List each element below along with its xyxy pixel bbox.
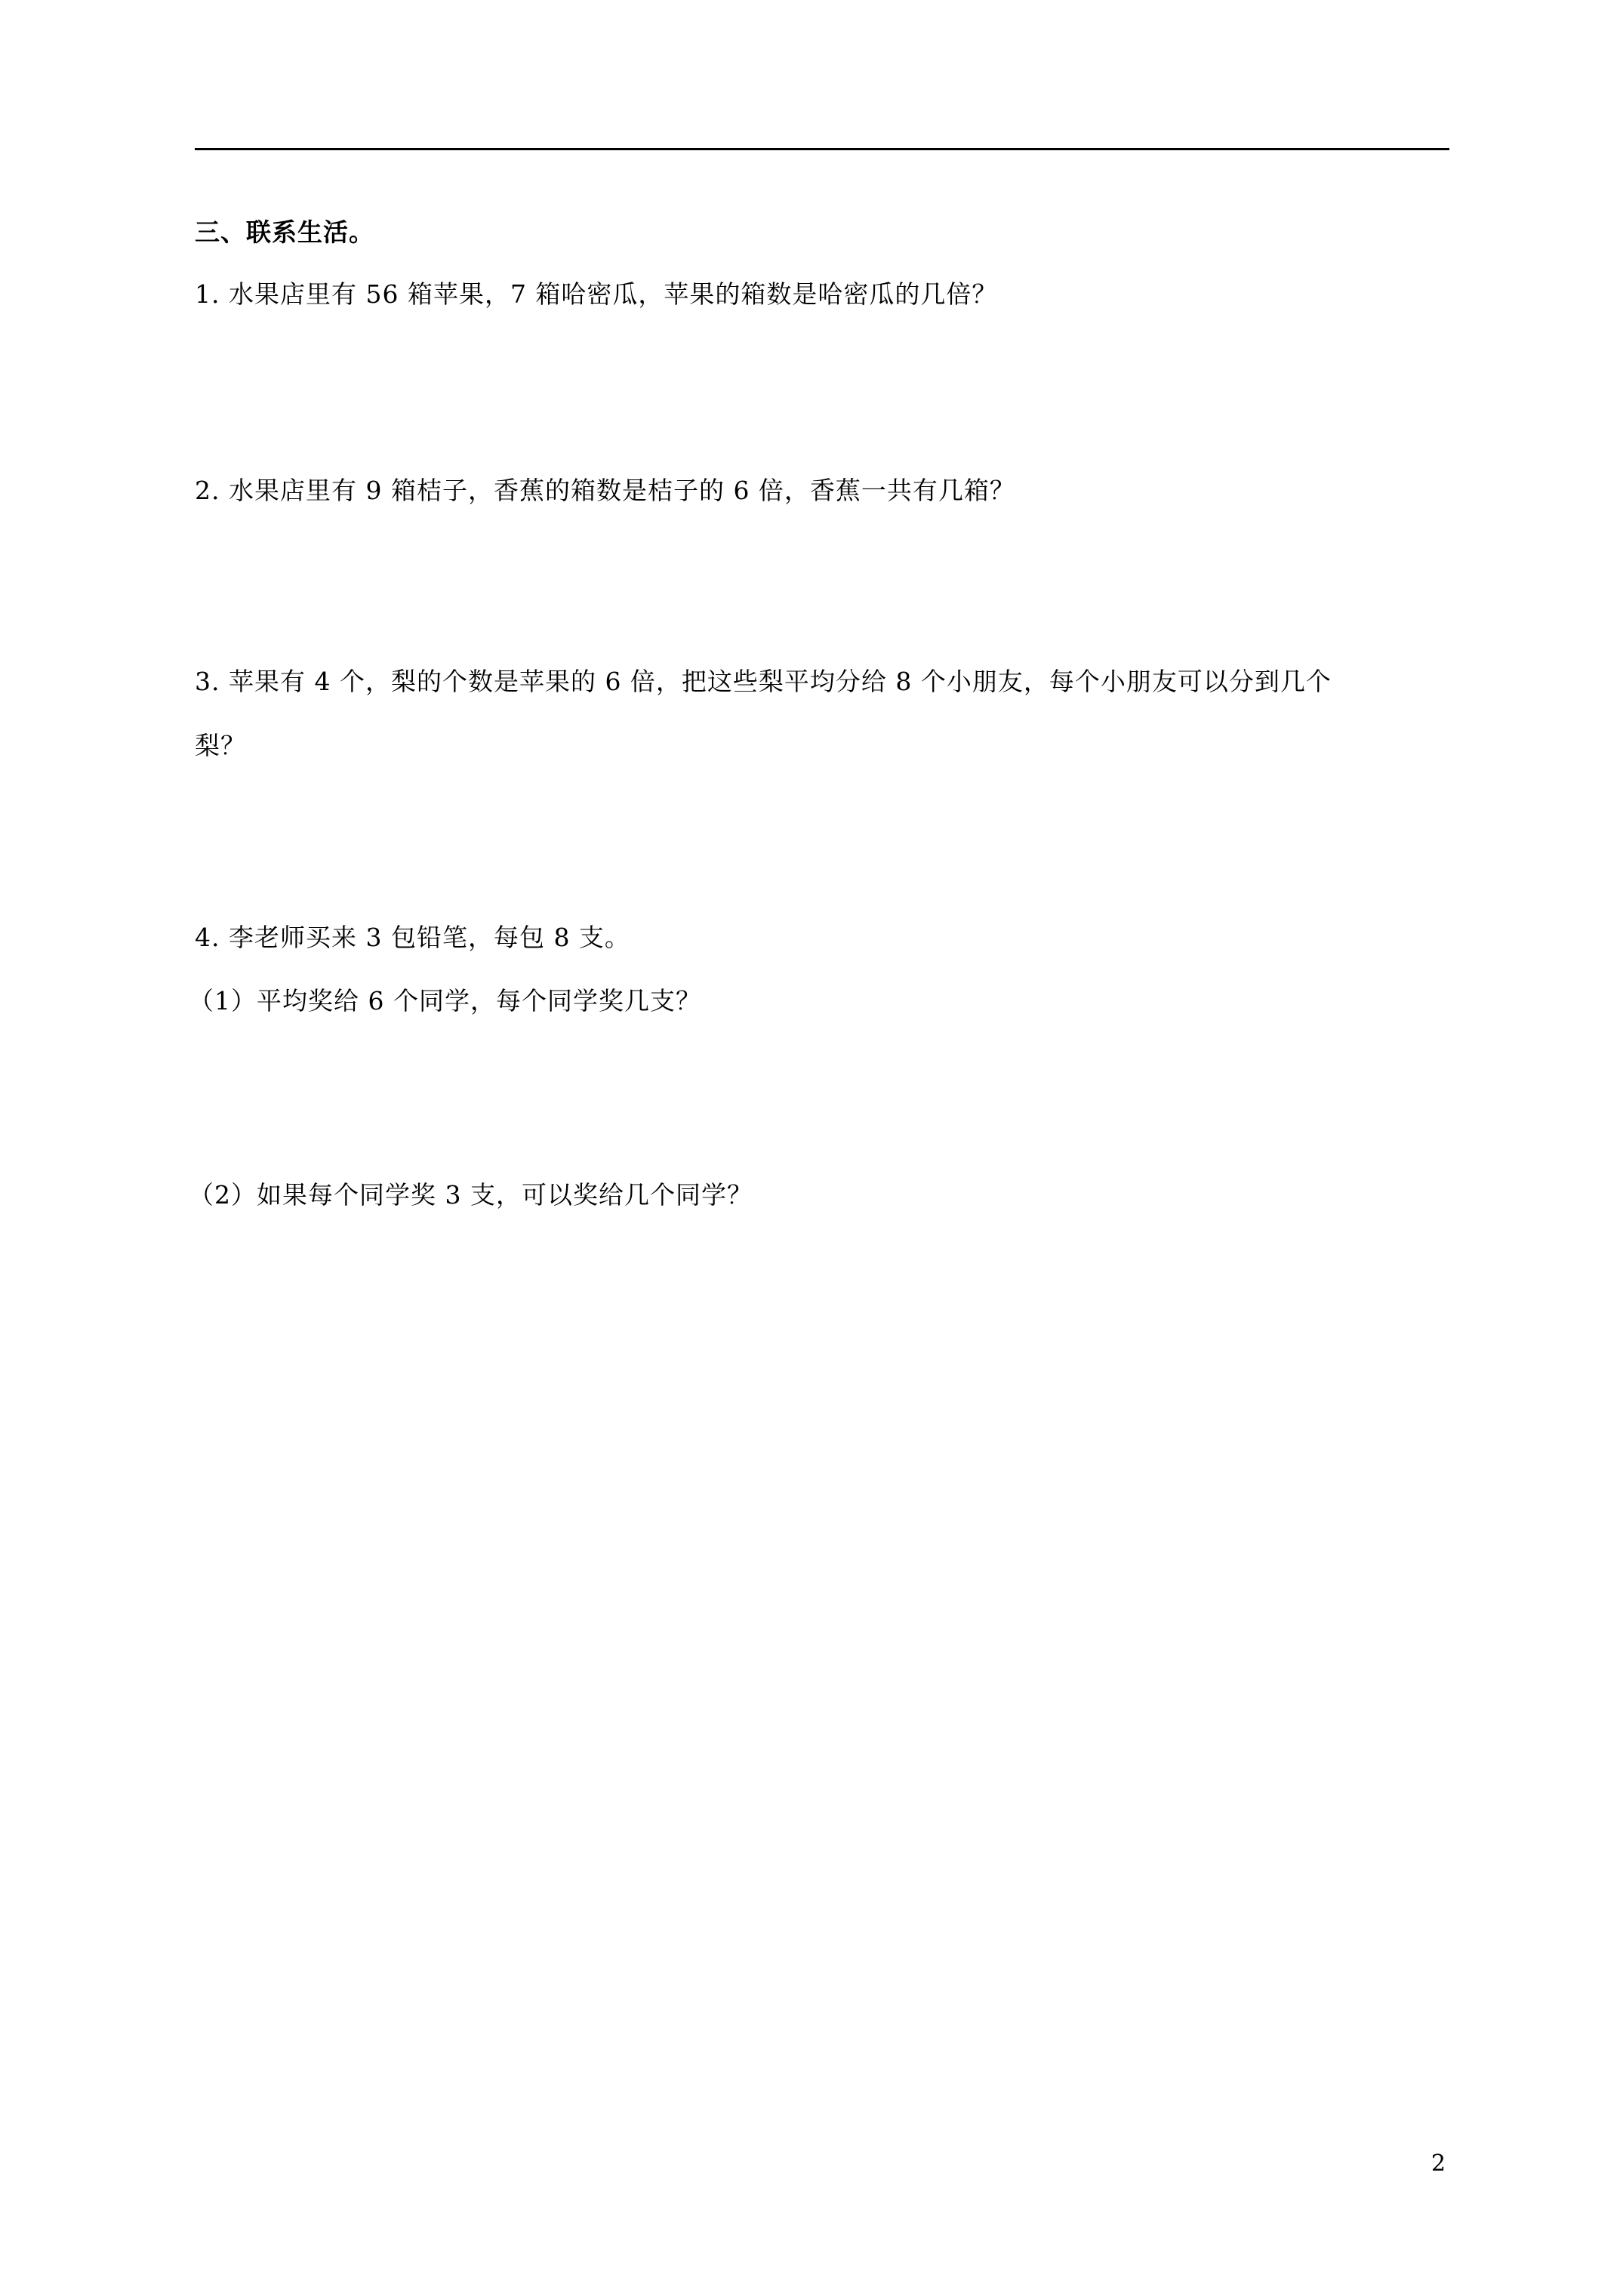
- question-4: 4. 李老师买来 3 包铅笔，每包 8 支。: [195, 923, 630, 952]
- question-3-line-1: 3. 苹果有 4 个，梨的个数是苹果的 6 倍，把这些梨平均分给 8 个小朋友，每个小朋友可以分到几个: [195, 667, 1332, 696]
- header-rule: [195, 148, 1449, 150]
- question-4-sub-1: （1）平均奖给 6 个同学，每个同学奖几支？: [189, 986, 701, 1015]
- question-3-line-2: 梨？: [195, 731, 246, 760]
- section-title: 三、联系生活。: [195, 217, 374, 247]
- question-1: 1. 水果店里有 56 箱苹果，7 箱哈密瓜，苹果的箱数是哈密瓜的几倍？: [195, 279, 998, 309]
- question-4-sub-2: （2）如果每个同学奖 3 支，可以奖给几个同学？: [189, 1180, 753, 1210]
- page-number: 2: [1431, 2150, 1446, 2177]
- question-2: 2. 水果店里有 9 箱桔子，香蕉的箱数是桔子的 6 倍，香蕉一共有几箱？: [195, 476, 1015, 505]
